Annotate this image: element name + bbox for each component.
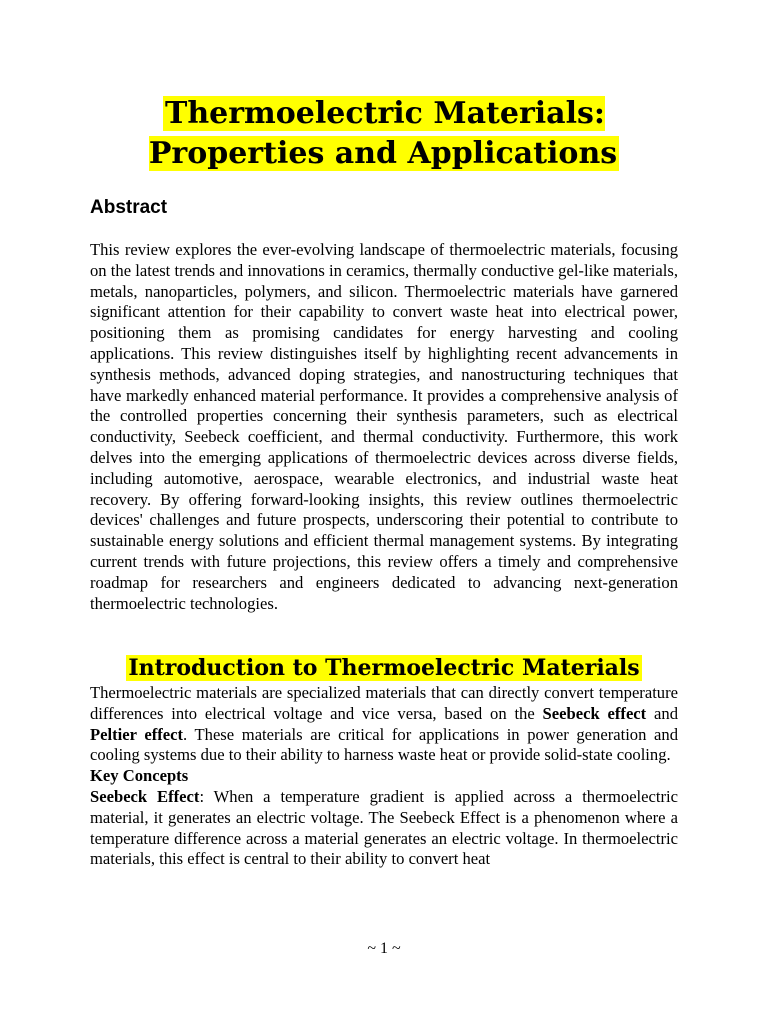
seebeck-effect-paragraph [90,787,678,870]
introduction-heading [90,653,678,683]
introduction-heading-text: Introduction to Thermoelectric Materials [128,655,640,681]
introduction-text-end: . These materials are critical for applications in power generation and cooling systems due to their ability to harness waste heat or provide solid-state cooling. [90,724,679,765]
seebeck-effect-term: Seebeck effect [542,703,647,723]
key-concepts-heading: Key Concepts [90,766,189,786]
abstract-body: This review explores the ever-evolving landscape of thermoelectric materials, focusing on the latest trends and innovations in ceramics, thermally conductive gel-like materials, metals, nanoparticles, polymers, and silicon. Thermoelectric materials have garnered significant attention for their capability to convert waste heat into electrical power, positioning them as promising candidates for energy harvesting and cooling applications. This review distinguishes itself by highlighting recent advancements in synthesis methods, advanced doping strategies, and nanostructuring techniques that have markedly enhanced material performance. It provides a comprehensive analysis of the controlled properties concerning their synthesis parameters, such as electrical conductivity, Seebeck coefficient, and thermal conductivity. Furthermore, this work delves into the emerging applications of thermoelectric devices across diverse fields, including automotive, aerospace, wearable electronics, and industrial waste heat recovery. By offering forward-looking insights, this review outlines thermoelectric devices' challenges and future prospects, underscoring their potential to contribute to sustainable energy solutions and efficient thermal management systems. By integrating current trends with future projections, this review offers a timely and comprehensive roadmap for researchers and engineers dedicated to advancing next-generation thermoelectric technologies. [90,240,678,613]
peltier-effect-term: Peltier effect [90,724,184,744]
introduction-text-start: Thermoelectric materials are specialized materials that can directly convert temperature differences into electrical voltage and vice versa, based on the [90,683,678,723]
page-number: ~ 1 ~ [367,940,401,957]
seebeck-effect-text: : When a temperature gradient is applied across a thermoelectric material, it generates an electric voltage. The Seebeck Effect is a phenomenon where a temperature difference across a material generates an electric voltage. In thermoelectric materials, this effect is central to their ability to convert heat [90,786,679,869]
seebeck-effect-heading: Seebeck Effect [90,786,200,806]
and-word: and [646,703,678,723]
introduction-paragraph [90,683,678,766]
introduction-body [90,683,678,870]
document-title [90,94,678,174]
document-title-text: Thermoelectric Materials: Properties and Applications [148,96,618,171]
abstract-heading: Abstract [90,197,168,218]
